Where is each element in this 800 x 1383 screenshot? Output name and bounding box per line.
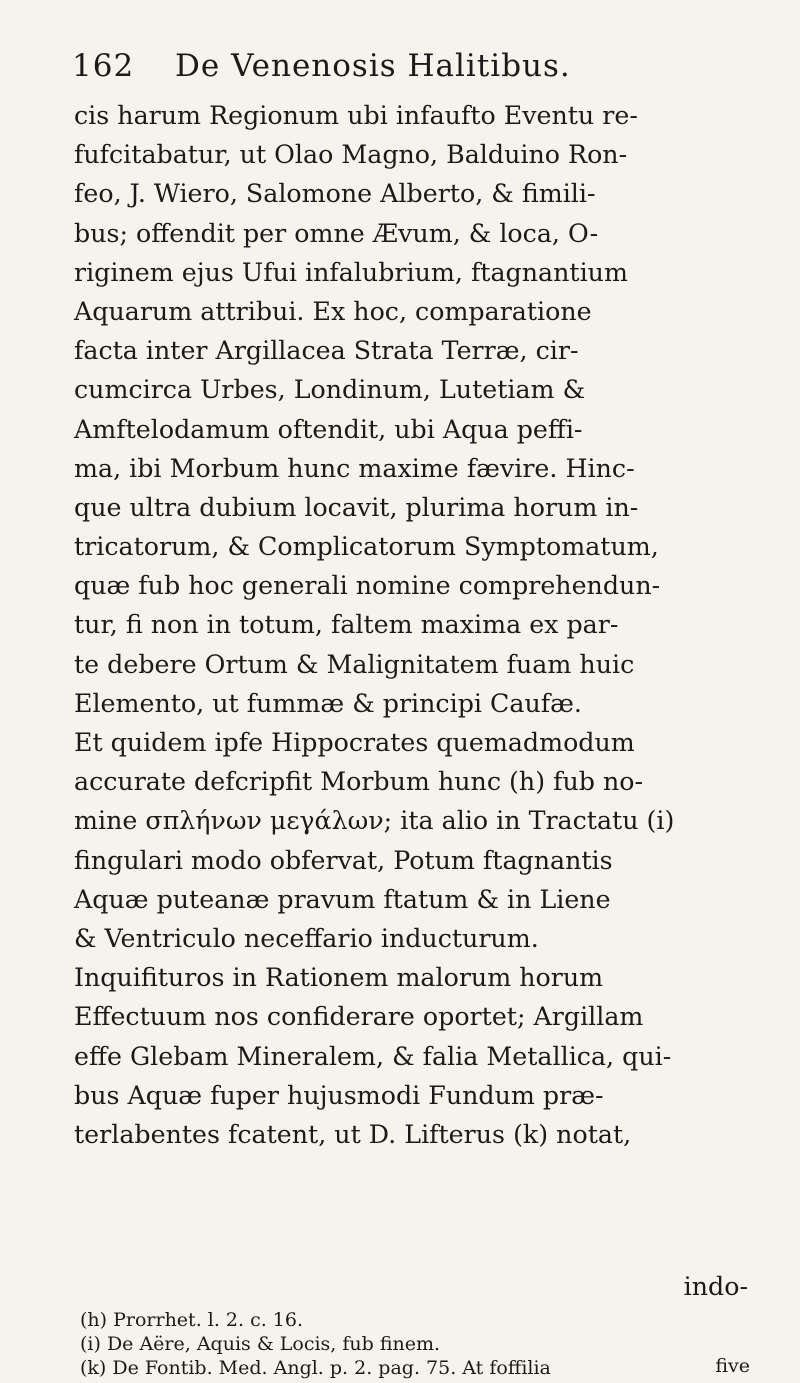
body-text — [74, 96, 764, 1154]
text-line: Aquarum attribui. Ex hoc, comparatione — [74, 296, 592, 326]
text-line: Et quidem ipfe Hippocrates quemadmodum — [74, 728, 635, 757]
footnote: (h) Prorrhet. l. 2. c. 16. — [80, 1309, 304, 1331]
text-line: cis harum Regionum ubi infaufto Eventu re- — [74, 101, 638, 130]
text-line: Elemento, ut fummæ & principi Caufæ. — [74, 688, 582, 718]
footnotes — [80, 1308, 770, 1380]
text-line: Aquæ puteanæ pravum ftatum & in Liene — [74, 884, 611, 914]
text-line: terlabentes fcatent, ut D. Lifterus (k) notat, — [74, 1119, 632, 1149]
text-line: bus Aquæ fuper hujusmodi Fundum præ- — [74, 1080, 604, 1110]
footnote: (k) De Fontib. Med. Angl. p. 2. pag. 75. At foffilia — [80, 1357, 551, 1379]
text-line: riginem ejus Ufui infalubrium, ftagnantium — [74, 257, 628, 287]
text-line: tricatorum, & Complicatorum Symptomatum, — [74, 532, 659, 562]
text-line: quæ fub hoc generali nomine comprehendun- — [74, 571, 661, 601]
running-header — [72, 48, 762, 84]
text-line: Effectuum nos confiderare oportet; Argillam — [74, 1002, 644, 1032]
text-line: cumcirca Urbes, Londinum, Lutetiam & — [74, 375, 586, 405]
text-line: ma, ibi Morbum hunc maxime fævire. Hinc- — [74, 453, 635, 483]
signature-mark: five — [715, 1355, 750, 1377]
text-line: mine σπλήνων μεγάλων; ita alio in Tractatu (i) — [74, 806, 675, 836]
page-number: 162 — [72, 48, 135, 84]
text-line: bus; offendit per omne Ævum, & loca, O- — [74, 218, 599, 248]
catchword: indo- — [683, 1272, 748, 1301]
footnote: (i) De Aëre, Aquis & Locis, fub finem. — [80, 1333, 441, 1355]
text-line: fufcitabatur, ut Olao Magno, Balduino Ron- — [74, 140, 628, 170]
text-line: effe Glebam Mineralem, & falia Metallica, qui- — [74, 1041, 672, 1071]
running-title: De Venenosis Halitibus. — [175, 48, 571, 84]
text-line: accurate defcripfit Morbum hunc (h) fub no- — [74, 767, 644, 797]
text-line: & Ventriculo neceffario inducturum. — [74, 923, 539, 953]
text-line: Amftelodamum oftendit, ubi Aqua peffi- — [74, 414, 583, 444]
text-line: fingulari modo obfervat, Potum ftagnantis — [74, 845, 613, 875]
text-line: Inquifituros in Rationem malorum horum — [74, 963, 604, 993]
text-line: que ultra dubium locavit, plurima horum in- — [74, 492, 639, 522]
text-line: feo, J. Wiero, Salomone Alberto, & fimili- — [74, 179, 596, 209]
text-line: te debere Ortum & Malignitatem fuam huic — [74, 649, 635, 679]
text-line: facta inter Argillacea Strata Terræ, cir- — [74, 336, 579, 366]
text-line: tur, fi non in totum, faltem maxima ex par- — [74, 610, 619, 640]
